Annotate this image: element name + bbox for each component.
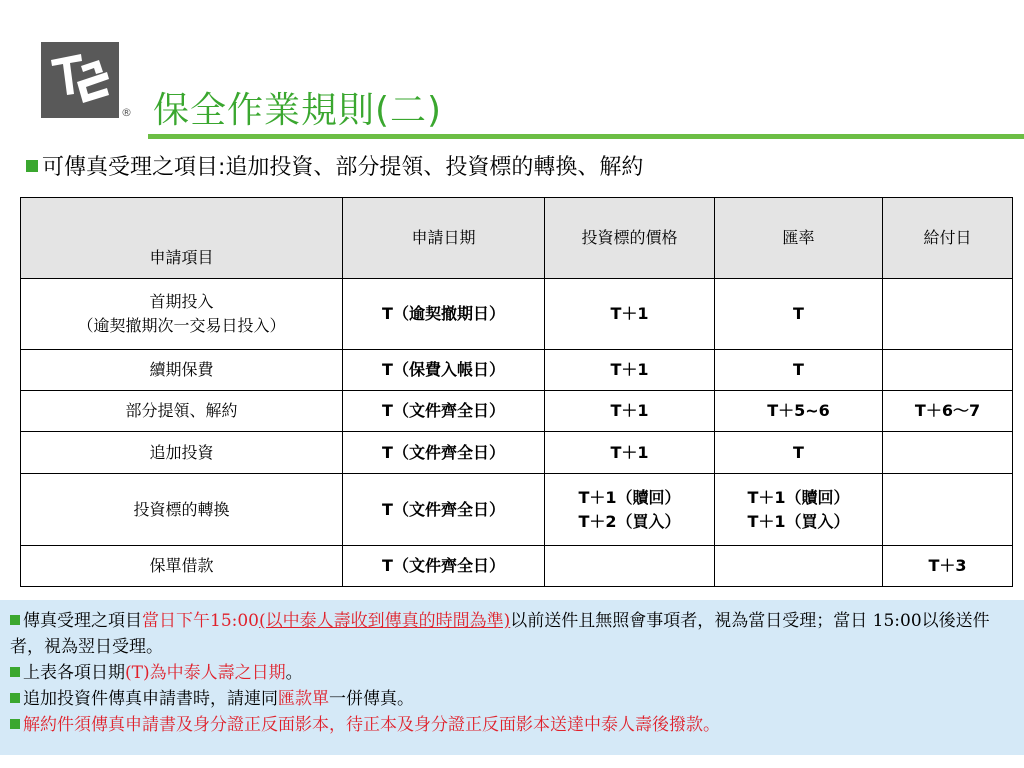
note-highlight: 匯款單 xyxy=(278,689,329,709)
table-row xyxy=(21,279,1013,350)
note-highlight: (以中泰人壽收到傳真的時間為準) xyxy=(259,611,511,631)
note-2 xyxy=(10,660,1012,686)
section-subtitle xyxy=(26,150,643,181)
note-4 xyxy=(10,712,1012,738)
logo-mark xyxy=(41,42,119,118)
price-line: T＋1（贖回） xyxy=(578,487,681,507)
header-pay: 給付日 xyxy=(883,198,1013,279)
item-line: 首期投入 xyxy=(149,292,214,311)
cell-rate: T xyxy=(715,432,883,474)
page-title: 保全作業規則(二) xyxy=(153,90,443,131)
cell-date: T（文件齊全日） xyxy=(343,546,545,587)
note-highlight: 解約件須傳真申請書及身分證正反面影本，待正本及身分證正反面影本送達中泰人壽後撥款。 xyxy=(23,715,720,735)
note-text: 上表各項日期 xyxy=(23,663,125,683)
cell-item: 部分提領、解約 xyxy=(21,391,343,432)
table-row xyxy=(21,432,1013,474)
tce-logo-icon xyxy=(41,42,119,118)
cell-pay xyxy=(883,474,1013,546)
notes-box xyxy=(0,600,1024,755)
table-row xyxy=(21,474,1013,546)
table-row xyxy=(21,391,1013,432)
note-3 xyxy=(10,686,1012,712)
bullet-square-icon xyxy=(10,667,20,677)
cell-item: 投資標的轉換 xyxy=(21,474,343,546)
cell-rate xyxy=(715,546,883,587)
price-line: T＋2（買入） xyxy=(578,511,681,531)
note-text: 以前送件且無照會事項者，視為當日受理；當日 15:00以後送件者，視為翌日受理。 xyxy=(10,611,990,657)
cell-rate: T xyxy=(715,350,883,391)
cell-rate xyxy=(715,474,883,546)
cell-price: T＋1 xyxy=(545,279,715,350)
cell-item: 續期保費 xyxy=(21,350,343,391)
cell-date: T（保費入帳日） xyxy=(343,350,545,391)
bullet-square-icon xyxy=(26,160,38,172)
note-highlight: 當日下午15:00 xyxy=(142,611,259,631)
cell-rate: T xyxy=(715,279,883,350)
header-item: 申請項目 xyxy=(21,198,343,279)
registered-mark: ® xyxy=(121,106,132,119)
table-row xyxy=(21,350,1013,391)
table-header-row xyxy=(21,198,1013,279)
bullet-square-icon xyxy=(10,719,20,729)
cell-pay: T＋6～7 xyxy=(883,391,1013,432)
note-highlight: (T)為中泰人壽之日期 xyxy=(125,663,286,683)
rules-table xyxy=(20,197,1013,587)
cell-item: 保單借款 xyxy=(21,546,343,587)
cell-item xyxy=(21,279,343,350)
note-text: 傳真受理之項目 xyxy=(23,611,142,631)
cell-price xyxy=(545,474,715,546)
title-divider xyxy=(148,134,1024,139)
rate-line: T＋1（買入） xyxy=(747,511,850,531)
note-text: 。 xyxy=(285,663,303,683)
header-price: 投資標的價格 xyxy=(545,198,715,279)
cell-date: T（逾契撤期日） xyxy=(343,279,545,350)
cell-pay xyxy=(883,279,1013,350)
cell-price: T＋1 xyxy=(545,391,715,432)
cell-item: 追加投資 xyxy=(21,432,343,474)
cell-rate: T＋5~6 xyxy=(715,391,883,432)
cell-price xyxy=(545,546,715,587)
header-rate: 匯率 xyxy=(715,198,883,279)
cell-price: T＋1 xyxy=(545,350,715,391)
bullet-square-icon xyxy=(10,693,20,703)
cell-pay xyxy=(883,350,1013,391)
item-line: （逾契撤期次一交易日投入） xyxy=(77,316,286,335)
note-text: 追加投資件傳真申請書時，請連同 xyxy=(23,689,278,709)
rate-line: T＋1（贖回） xyxy=(747,487,850,507)
table-row xyxy=(21,546,1013,587)
bullet-square-icon xyxy=(10,615,20,625)
subtitle-text: 可傳真受理之項目:追加投資、部分提領、投資標的轉換、解約 xyxy=(42,155,644,180)
cell-date: T（文件齊全日） xyxy=(343,391,545,432)
header-date: 申請日期 xyxy=(343,198,545,279)
note-text: 一併傳真。 xyxy=(329,689,414,709)
cell-price: T＋1 xyxy=(545,432,715,474)
cell-date: T（文件齊全日） xyxy=(343,474,545,546)
cell-date: T（文件齊全日） xyxy=(343,432,545,474)
cell-pay xyxy=(883,432,1013,474)
cell-pay: T＋3 xyxy=(883,546,1013,587)
note-1 xyxy=(10,608,1012,660)
